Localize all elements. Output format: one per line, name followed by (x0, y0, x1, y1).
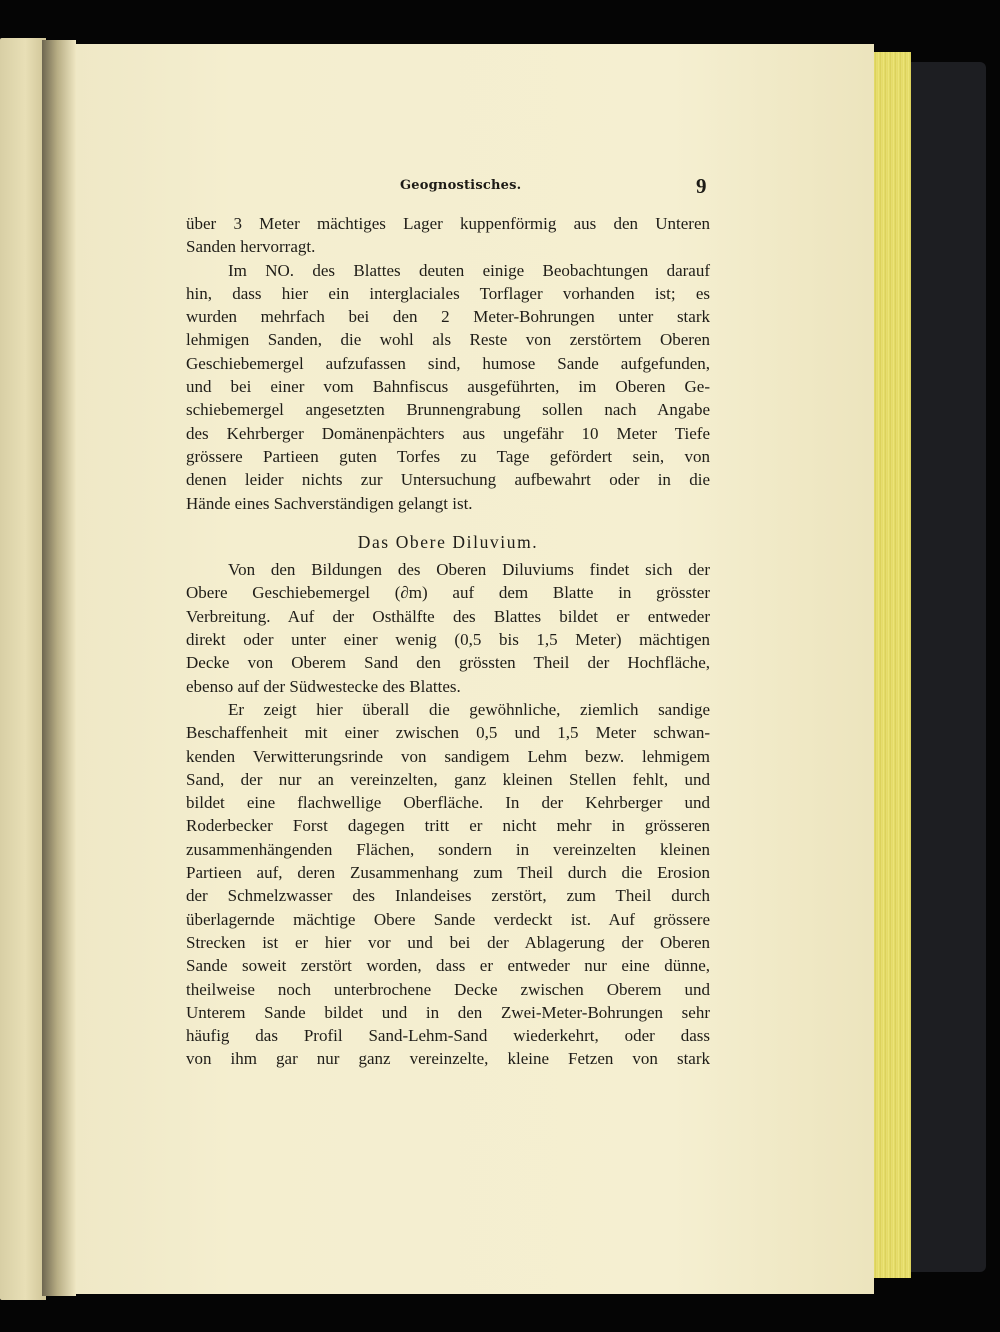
text-line: Sanden hervorragt. (186, 237, 316, 257)
text-line: Hände eines Sachverständigen gelangt ist. (186, 493, 473, 513)
section-heading: Das Obere Diluvium. (357, 531, 539, 552)
text-line: Roderbecker Forst dagegen tritt er nicht mehr in grösseren (186, 816, 710, 836)
text-line: Strecken ist er hier vor und bei der Ablagerung der Oberen (186, 932, 710, 952)
text-line: Von den Bildungen des Oberen Diluviums findet sich der (228, 560, 710, 580)
text-line: direkt oder unter einer wenig (0,5 bis 1,5 Meter) mächtigen (186, 630, 710, 650)
text-line: schiebemergel angesetzten Brunnengrabung sollen nach Angabe (186, 400, 710, 420)
text-line: Beschaffenheit mit einer zwischen 0,5 und 1,5 Meter schwan- (186, 723, 710, 743)
text-line: der Schmelzwasser des Inlandeises zerstört, zum Theil durch (186, 886, 710, 906)
text-line: Sande soweit zerstört worden, dass er entweder nur eine dünne, (186, 956, 710, 976)
page-header (74, 174, 874, 198)
text-line: Im NO. des Blattes deuten einige Beobachtungen darauf (228, 260, 710, 280)
book-page (74, 44, 874, 1294)
body-text (186, 212, 710, 1071)
text-line: Er zeigt hier überall die gewöhnliche, ziemlich sandige (228, 699, 710, 719)
text-line: über 3 Meter mächtiges Lager kuppenförmig aus den Unteren (186, 214, 710, 233)
previous-page-edge (0, 38, 46, 1300)
gutter-shadow (42, 40, 76, 1296)
text-line: lehmigen Sanden, die wohl als Reste von zerstörtem Oberen (186, 330, 710, 350)
text-line: Decke von Oberem Sand den grössten Theil der Hochfläche, (186, 653, 710, 673)
text-line: überlagernde mächtige Obere Sande verdeckt ist. Auf grössere (186, 909, 710, 929)
text-line: denen leider nichts zur Untersuchung aufbewahrt oder in die (186, 470, 710, 490)
text-line: theilweise noch unterbrochene Decke zwischen Oberem und (186, 979, 710, 999)
text-line: zusammenhängenden Flächen, sondern in vereinzelten kleinen (186, 839, 710, 859)
text-line: hin, dass hier ein interglaciales Torflager vorhanden ist; es (186, 283, 710, 303)
text-line: und bei einer vom Bahnfiscus ausgeführten, im Oberen Ge- (186, 377, 710, 397)
text-line: Geschiebemergel aufzufassen sind, humose Sande aufgefunden, (186, 353, 710, 373)
text-line: bildet eine flachwellige Oberfläche. In der Kehrberger und (186, 793, 710, 813)
running-title: Geognostisches. (400, 178, 522, 193)
text-line: Sand, der nur an vereinzelten, ganz kleinen Stellen fehlt, und (186, 769, 710, 789)
page-number: 9 (696, 174, 707, 198)
text-line: kenden Verwitterungsrinde von sandigem Lehm bezw. lehmigem (186, 746, 710, 766)
text-line: wurden mehrfach bei den 2 Meter-Bohrungen unter stark (186, 307, 710, 327)
text-line: Obere Geschiebemergel (∂m) auf dem Blatte in grösster (186, 583, 710, 603)
text-line: häufig das Profil Sand-Lehm-Sand wiederkehrt, oder dass (186, 1026, 710, 1046)
text-line: Unterem Sande bildet und in den Zwei-Meter-Bohrungen sehr (186, 1002, 710, 1022)
text-line: von ihm gar nur ganz vereinzelte, kleine Fetzen von stark (186, 1049, 710, 1069)
text-line: ebenso auf der Südwestecke des Blattes. (186, 676, 461, 696)
text-line: Partieen auf, deren Zusammenhang zum Theil durch die Erosion (186, 863, 710, 883)
text-line: des Kehrberger Domänenpächters aus ungefähr 10 Meter Tiefe (186, 423, 710, 443)
text-line: Verbreitung. Auf der Osthälfte des Blattes bildet er entweder (186, 606, 710, 626)
text-line: grössere Partieen guten Torfes zu Tage gefördert sein, von (186, 446, 710, 466)
book-cover-edge (900, 62, 986, 1272)
